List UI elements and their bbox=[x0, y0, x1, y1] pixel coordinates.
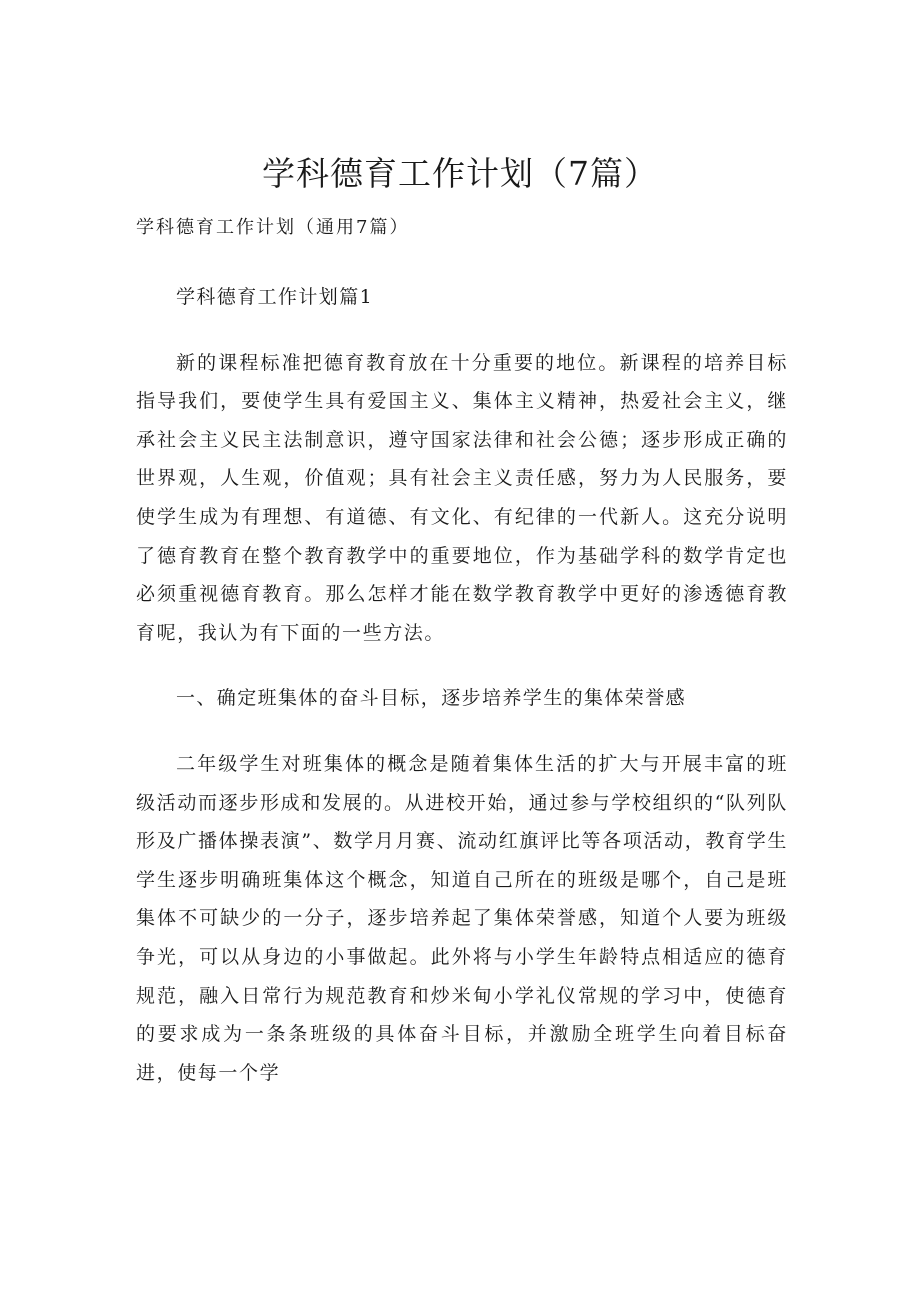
body-paragraph: 二年级学生对班集体的概念是随着集体生活的扩大与开展丰富的班级活动而逐步形成和发展的。从进校开始，通过参与学校组织的“队列队形及广播体操表演”、数学月月赛、流动红旗评比等各项活动，教育学生学生逐步明确班集体这个概念，知道自己所在的班级是哪个，自己是班集体不可缺少的一分子，逐步培养起了集体荣誉感，知道个人要为班级争光，可以从身边的小事做起。此外将与小学生年龄特点相适应的德育规范，融入日常行为规范教育和炒米甸小学礼仪常规的学习中，使德育的要求成为一条条班级的具体奋斗目标，并激励全班学生向着目标奋进，使每一个学 bbox=[136, 752, 788, 1084]
section-heading: 一、确定班集体的奋斗目标，逐步培养学生的集体荣誉感 bbox=[176, 687, 687, 710]
document-body bbox=[136, 278, 788, 1092]
body-paragraph: 新的课程标准把德育教育放在十分重要的地位。新课程的培养目标指导我们，要使学生具有爱国主义、集体主义精神，热爱社会主义，继承社会主义民主法制意识，遵守国家法律和社会公德；逐步形成正确的世界观，人生观，价值观；具有社会主义责任感，努力为人民服务，要使学生成为有理想、有道德、有文化、有纪律的一代新人。这充分说明了德育教育在整个教育教学中的重要地位，作为基础学科的数学肯定也必须重视德育教育。那么怎样才能在数学教育教学中更好的渗透德育教育呢，我认为有下面的一些方法。 bbox=[136, 351, 788, 644]
section-heading: 学科德育工作计划篇1 bbox=[176, 286, 374, 308]
document-title: 学科德育工作计划（7篇） bbox=[262, 154, 658, 193]
document-subtitle: 学科德育工作计划（通用7篇） bbox=[136, 217, 410, 238]
